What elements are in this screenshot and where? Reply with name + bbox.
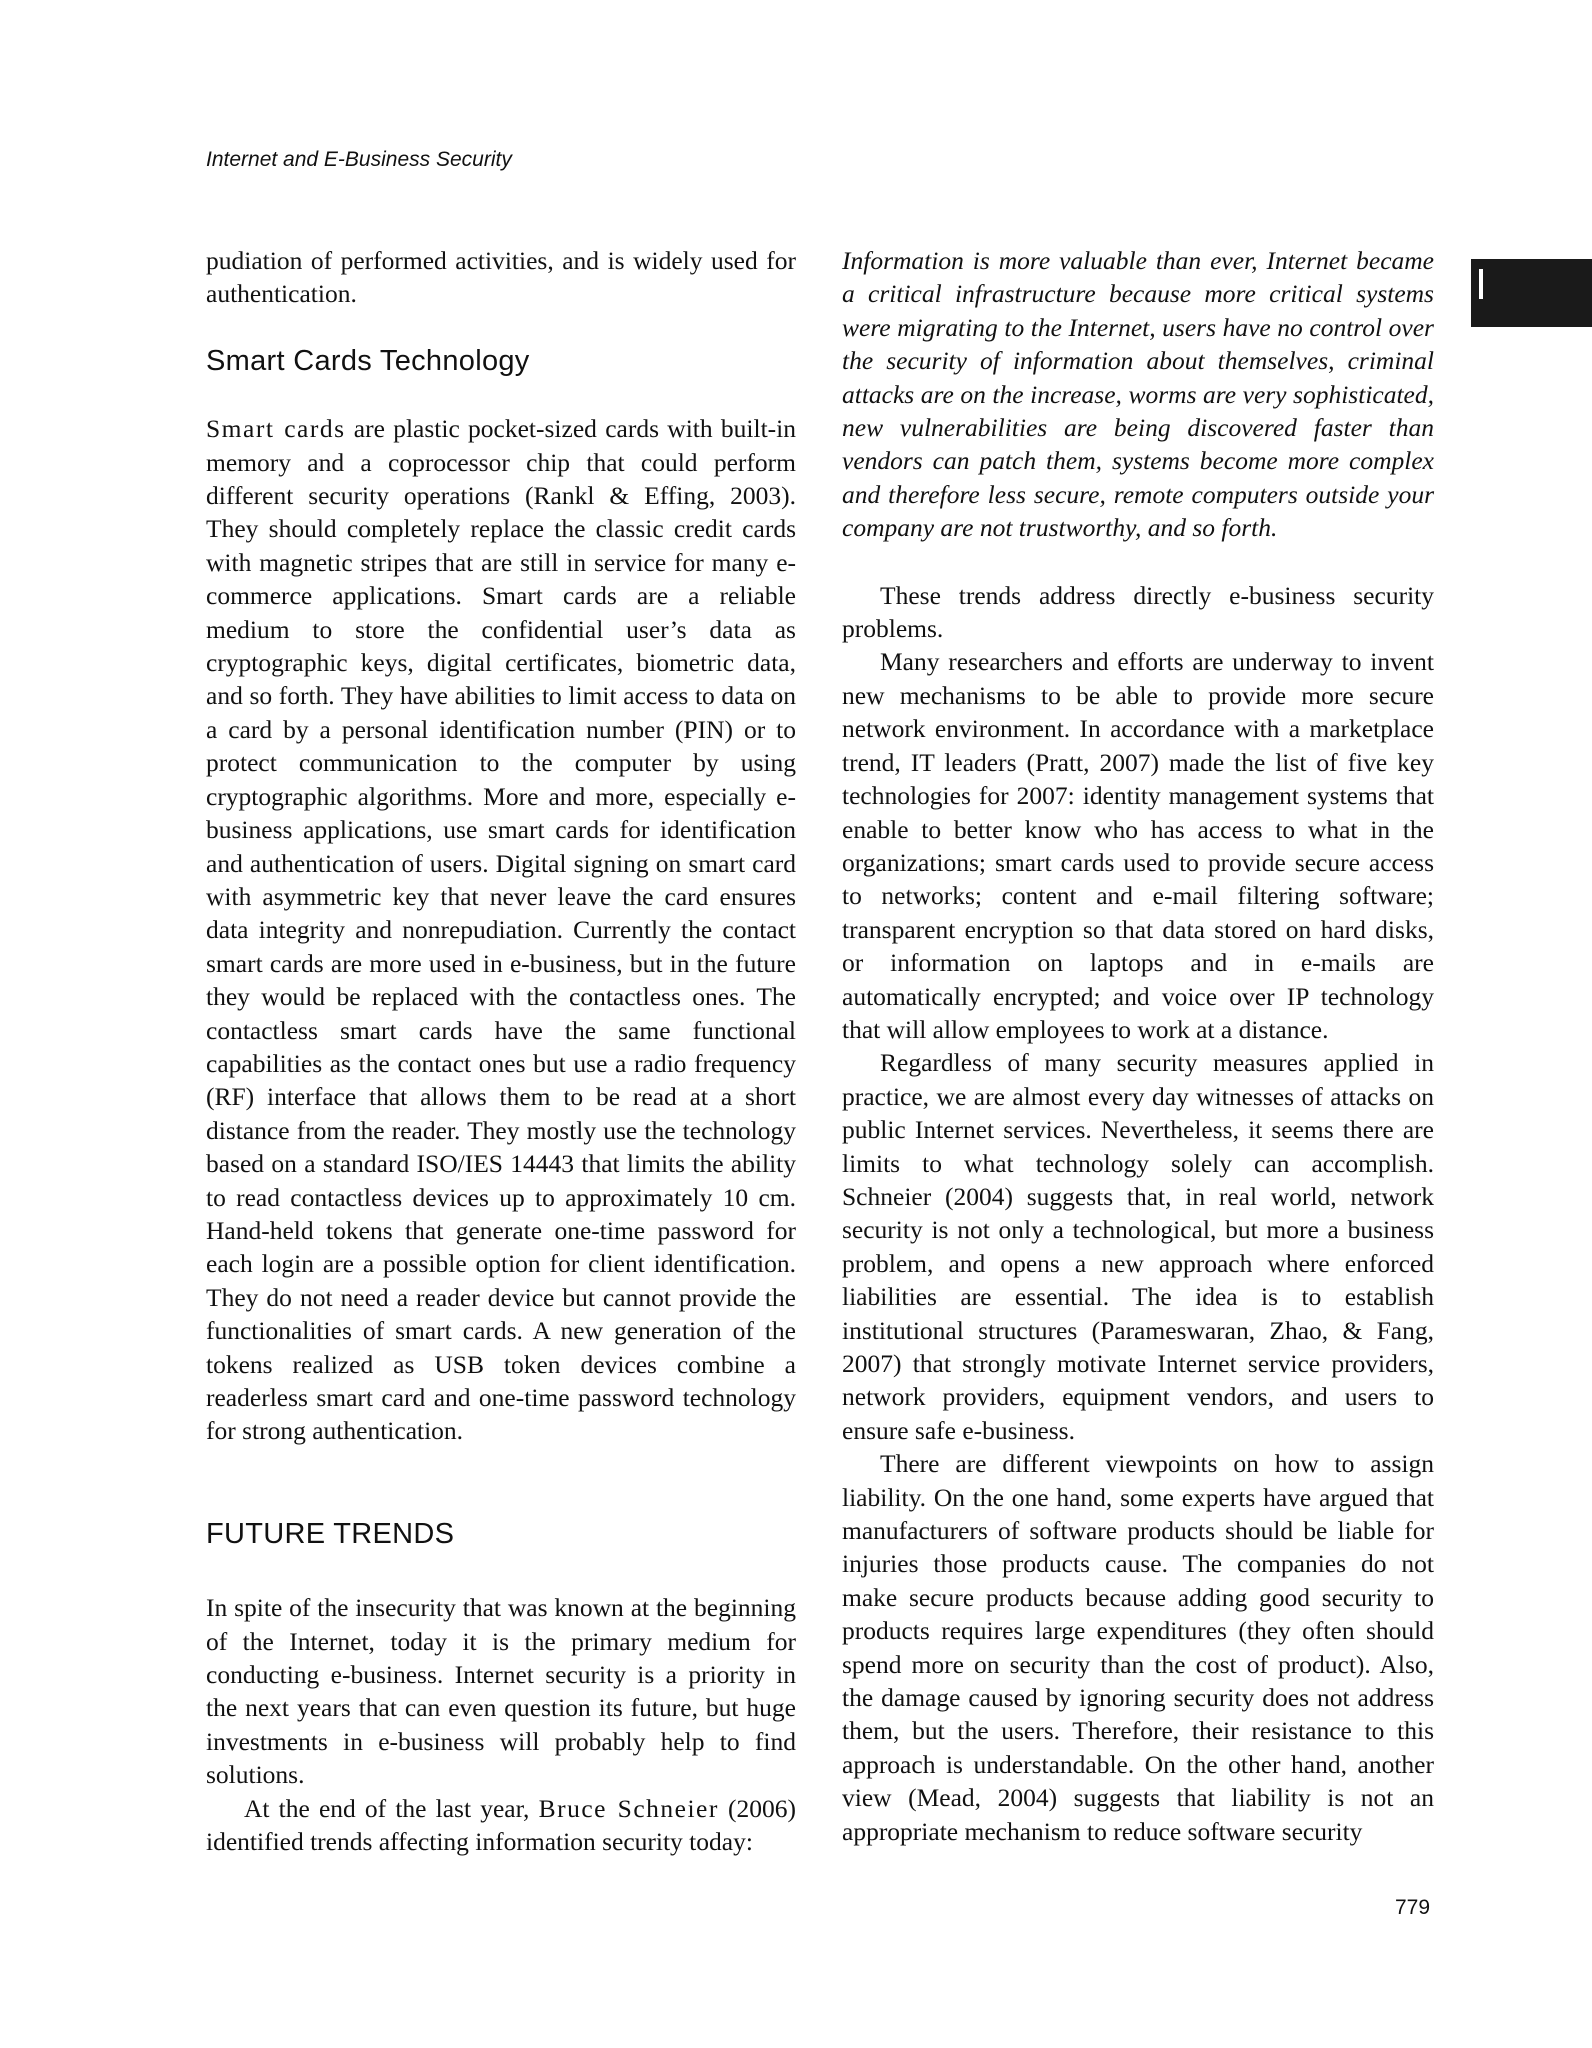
running-header: Internet and E-Business Security [206,148,512,171]
right-column [842,244,1434,1848]
left-column [206,244,796,1858]
block-quote: Information is more valuable than ever, Internet became a critical infrastructure because more critical systems were migrating to the Internet, users have no control over the security of information about themselves, criminal attacks are on the increase, worms are very sophisticated, new vulnerabilities are being discovered faster than vendors can patch them, systems become more complex and therefore less secure, remote computers outside your company are not trustworthy, and so forth. [842,246,1434,543]
author-name: Bruce Schneier [538,1793,719,1823]
paragraph: There are different viewpoints on how to assign liability. On the one hand, some experts have argued that manufacturers of software products should be liable for injuries those products cause. The companies do not make secure products because adding good security to products requires large expenditures (they often should spend more on security than the cost of product). Also, the damage caused by ignoring security does not address them, but the users. Therefore, their resistance to this approach is understandable. On the other hand, another view (Mead, 2004) suggests that liability is not an appropriate mechanism to reduce software security [842,1449,1434,1846]
paragraph-text: (2006) identified trends affecting information security today: [206,1793,796,1857]
page-number: 779 [1395,1896,1431,1919]
paragraph-text: At the end of the last year, [244,1793,539,1823]
section-heading-smart-cards: Smart Cards Technology [206,344,530,377]
paragraph: pudiation of performed activities, and is widely used for authentication. [206,246,796,309]
paragraph-text: are plastic pocket-sized cards with built-in memory and a coprocessor chip that could perform different security operations (Rankl & Effing, 2003). They should completely replace the classic credit cards with magnetic stripes that are still in service for many e-commerce applications. Smart cards are a reliable medium to store the confidential user’s data as cryptographic keys, digital certificates, biometric data, and so forth. They have abilities to limit access to data on a card by a personal identification number (PIN) or to protect communication to the computer by using cryptographic algorithms. More and more, especially e-business applications, use smart cards for identification and authentication of users. Digital signing on smart card with asymmetric key that never leave the card ensures data integrity and nonrepudiation. Currently the contact smart cards are more used in e-business, but in the future they would be replaced with the contactless ones. The contactless smart cards have the same functional capabilities as the contact ones but use a radio frequency (RF) interface that allows them to be read at a short distance from the reader. They mostly use the technology based on a standard ISO/IES 14443 that limits the ability to read contactless devices up to approximately 10 cm. Hand-held tokens that generate one-time password for each login are a possible option for client identification. They do not need a reader device but cannot provide the functionalities of smart cards. A new generation of the tokens realized as USB token devices combine a readerless smart card and one-time password technology for strong authentication. [206,414,796,1446]
paragraph [206,412,796,1448]
section-tab-letter [1479,269,1483,299]
section-heading-future-trends: FUTURE TRENDS [206,1517,455,1550]
term-smart-cards: Smart cards [206,414,346,444]
paragraph: Many researchers and efforts are underway to invent new mechanisms to be able to provide more secure network environment. In accordance with a marketplace trend, IT leaders (Pratt, 2007) made the list of five key technologies for 2007: identity management systems that enable to better know who has access to what in the organizations; smart cards used to provide secure access to networks; content and e-mail filtering software; transparent encryption so that data stored on hard disks, or information on laptops and in e-mails are automatically encrypted; and voice over IP technology that will allow employees to work at a distance. [842,647,1434,1044]
paragraph: In spite of the insecurity that was known at the beginning of the Internet, today it is the primary medium for conducting e-business. Internet security is a priority in the next years that can even question its future, but huge investments in e-business will probably help to find solutions. [206,1593,796,1790]
section-tab-marker [1471,259,1592,327]
paragraph: These trends address directly e-business security problems. [842,580,1434,644]
paragraph: Regardless of many security measures applied in practice, we are almost every day witnesses of attacks on public Internet services. Nevertheless, it seems there are limits to what technology solely can accomplish. Schneier (2004) suggests that, in real world, network security is not only a technological, but more a business problem, and opens a new approach where enforced liabilities are essential. The idea is to establish institutional structures (Parameswaran, Zhao, & Fang, 2007) that strongly motivate Internet service providers, network providers, equipment vendors, and users to ensure safe e-business. [842,1048,1434,1445]
paragraph [206,1792,796,1859]
